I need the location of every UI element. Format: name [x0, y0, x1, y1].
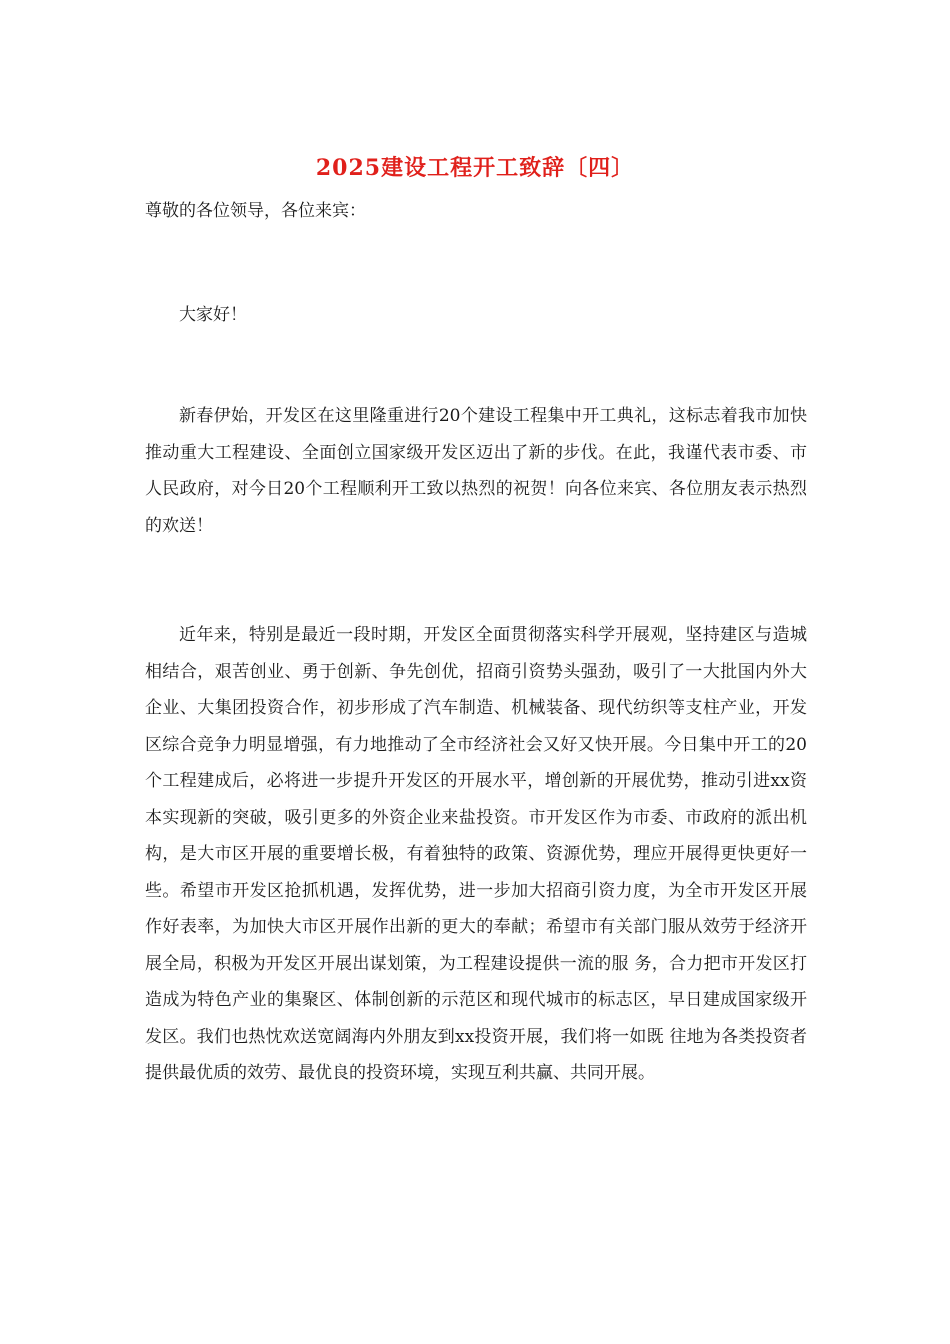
- body-paragraph-1: 新春伊始，开发区在这里隆重进行20个建设工程集中开工典礼，这标志着我市加快推动重大工程建设、全面创立国家级开发区迈出了新的步伐。在此，我谨代表市委、市人民政府，对今日20个工程顺利开工致以热烈的祝贺！向各位来宾、各位朋友表示热烈的欢送！: [145, 406, 807, 536]
- body-paragraph-2: 近年来，特别是最近一段时期，开发区全面贯彻落实科学开展观，坚持建区与造城相结合，艰苦创业、勇于创新、争先创优，招商引资势头强劲，吸引了一大批国内外大企业、大集团投资合作，初步形成了汽车制造、机械装备、现代纺织等支柱产业，开发区综合竞争力明显增强，有力地推动了全市经济社会又好又快开展。今日集中开工的20个工程建成后，必将进一步提升开发区的开展水平，增创新的开展优势，推动引进xx资本实现新的突破，吸引更多的外资企业来盐投资。市开发区作为市委、市政府的派出机构，是大市区开展的重要增长极，有着独特的政策、资源优势，理应开展得更快更好一些。希望市开发区抢抓机遇，发挥优势，进一步加大招商引资力度，为全市开发区开展作好表率，为加快大市区开展作出新的更大的奉献；希望市有关部门服从效劳于经济开展全局，积极为开发区开展出谋划策，为工程建设提供一流的服 务，合力把市开发区打造成为特色产业的集聚区、体制创新的示范区和现代城市的标志区，早日建成国家级开发区。我们也热忱欢送宽阔海内外朋友到xx投资开展，我们将一如既 往地为各类投资者提供最优质的效劳、最优良的投资环境，实现互利共赢、共同开展。: [145, 625, 807, 1083]
- salutation: 尊敬的各位领导，各位来宾：: [145, 201, 366, 221]
- greeting-paragraph: 大家好！: [179, 305, 247, 325]
- document-title: 2025建设工程开工致辞〔四〕: [315, 155, 635, 181]
